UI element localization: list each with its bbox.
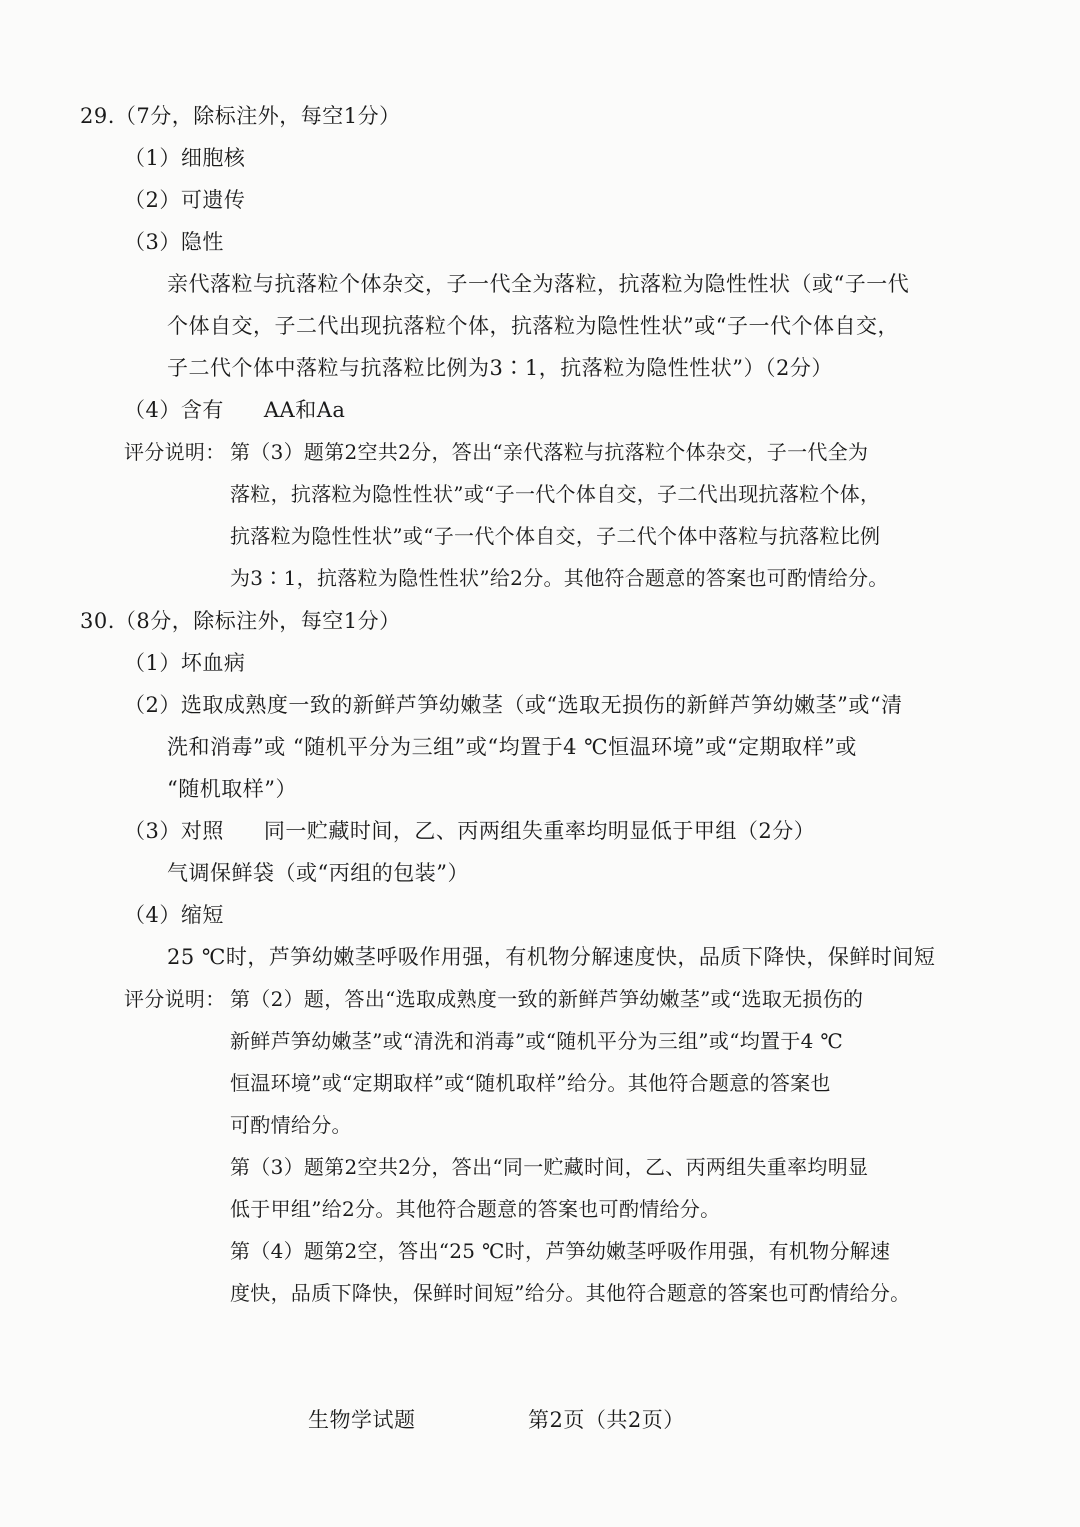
q30-answer-2-line: “随机取样”） [167, 777, 297, 801]
q30-answer-2-line: 洗和消毒”或 “随机平分为三组”或“均置于4 ℃恒温环境”或“定期取样”或 [167, 735, 857, 759]
q30-answer-3-value: 同一贮藏时间，乙、丙两组失重率均明显低于甲组（2分） [263, 819, 816, 843]
q30-scoring-note-line: 第（2）题，答出“选取成熟度一致的新鲜芦笋幼嫩茎”或“选取无损伤的 [230, 987, 864, 1011]
q29-scoring-note-line: 第（3）题第2空共2分，答出“亲代落粒与抗落粒个体杂交，子一代全为 [230, 440, 869, 464]
q30-scoring-note-line: 第（4）题第2空，答出“25 ℃时，芦笋幼嫩茎呼吸作用强，有机物分解速 [230, 1239, 891, 1263]
q29-answer-3: （3）隐性 [124, 230, 224, 254]
q30-answer-4: （4）缩短 [124, 903, 224, 927]
q29-scoring-note-line: 落粒，抗落粒为隐性性状”或“子一代个体自交，子二代出现抗落粒个体， [230, 482, 881, 506]
q30-scoring-note-line: 可酌情给分。 [230, 1113, 352, 1137]
q30-scoring-note-line: 第（3）题第2空共2分，答出“同一贮藏时间，乙、丙两组失重率均明显 [230, 1155, 869, 1179]
q29-answer-3-line: 亲代落粒与抗落粒个体杂交，子一代全为落粒，抗落粒为隐性性状（或“子一代 [167, 272, 910, 296]
q30-header: 30.（8分，除标注外，每空1分） [80, 609, 401, 633]
q29-scoring-note-label: 评分说明： [124, 440, 226, 464]
q30-answer-4-line: 25 ℃时，芦笋幼嫩茎呼吸作用强，有机物分解速度快，品质下降快，保鲜时间短 [167, 945, 936, 969]
q29-answer-4 [124, 395, 345, 425]
q29-answer-3-line: 个体自交，子二代出现抗落粒个体，抗落粒为隐性性状”或“子一代个体自交， [167, 314, 899, 338]
q30-scoring-note-label: 评分说明： [124, 987, 226, 1011]
q30-answer-3-label: （3）对照 [124, 819, 224, 843]
q30-scoring-note-line: 度快，品质下降快，保鲜时间短”给分。其他符合题意的答案也可酌情给分。 [230, 1281, 911, 1305]
q30-answer-2: （2）选取成熟度一致的新鲜芦笋幼嫩茎（或“选取无损伤的新鲜芦笋幼嫩茎”或“清 [124, 693, 903, 717]
q29-answer-4-label: （4）含有 [124, 398, 224, 422]
q29-scoring-note-line: 为3∶1，抗落粒为隐性性状”给2分。其他符合题意的答案也可酌情给分。 [230, 566, 889, 590]
q30-scoring-note-line: 恒温环境”或“定期取样”或“随机取样”给分。其他符合题意的答案也 [230, 1071, 831, 1095]
q29-answer-4-value: AA和Aa [263, 398, 346, 422]
q29-answer-2: （2）可遗传 [124, 188, 246, 212]
q29-answer-1: （1）细胞核 [124, 146, 246, 170]
footer-subject: 生物学试题 [308, 1408, 416, 1432]
q30-answer-3 [124, 816, 815, 846]
q30-scoring-note-line: 低于甲组”给2分。其他符合题意的答案也可酌情给分。 [230, 1197, 721, 1221]
q29-header: 29.（7分，除标注外，每空1分） [80, 104, 401, 128]
q30-answer-3-line: 气调保鲜袋（或“丙组的包装”） [167, 861, 469, 885]
q30-scoring-note-line: 新鲜芦笋幼嫩茎”或“清洗和消毒”或“随机平分为三组”或“均置于4 ℃ [230, 1029, 844, 1053]
q30-answer-1: （1）坏血病 [124, 651, 246, 675]
footer-page-number: 第2页（共2页） [528, 1408, 685, 1432]
q29-answer-3-line: 子二代个体中落粒与抗落粒比例为3∶1，抗落粒为隐性性状”）（2分） [167, 356, 833, 380]
q29-scoring-note-line: 抗落粒为隐性性状”或“子一代个体自交，子二代个体中落粒与抗落粒比例 [230, 524, 881, 548]
